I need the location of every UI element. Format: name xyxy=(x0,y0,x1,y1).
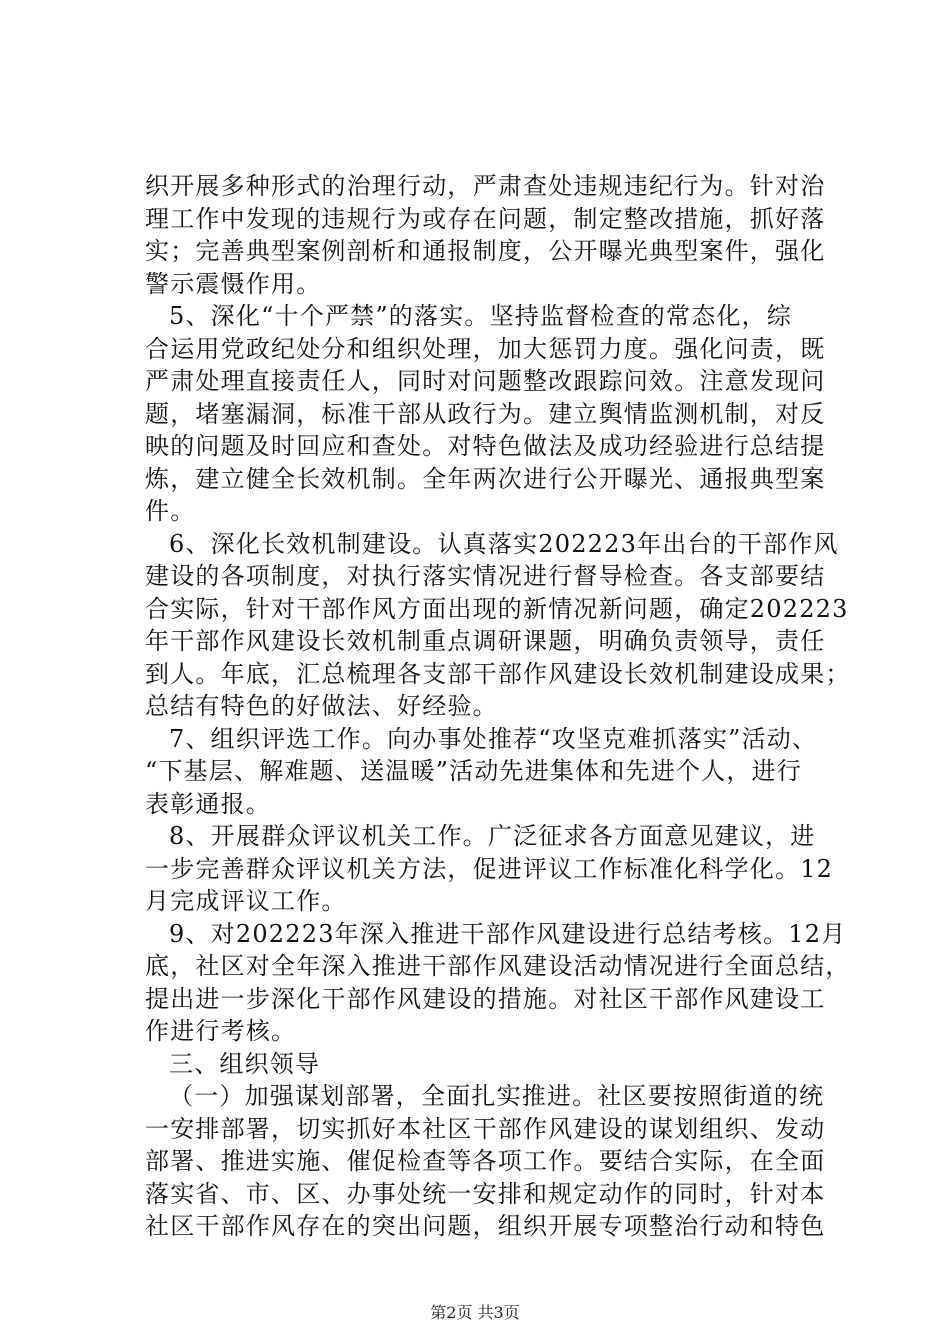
text-line: 映的问题及时回应和查处。对特色做法及成功经验进行总结提 xyxy=(145,432,826,460)
text-line: “下基层、解难题、送温暖”活动先进集体和先进个人，进行 xyxy=(145,757,802,785)
text-line: 作进行考核。 xyxy=(145,1017,297,1045)
paragraph-8-start: 8、开展群众评议机关工作。广泛征求各方面意见建议，进 xyxy=(169,822,816,850)
text-line: 一步完善群众评议机关方法，促进评议工作标准化科学化。12 xyxy=(145,854,834,883)
paragraph-7-start: 7、组织评选工作。向办事处推荐“攻坚克难抓落实”活动、 xyxy=(169,724,818,753)
text-line: 部署、推进实施、催促检查等各项工作。要结合实际，在全面 xyxy=(145,1147,826,1175)
page-footer: 第2页 共3页 xyxy=(430,1303,520,1322)
paragraph-5-start: 5、深化“十个严禁”的落实。坚持监督检查的常态化，综 xyxy=(169,302,793,330)
text-line: 建设的各项制度，对执行落实情况进行督导检查。各支部要结 xyxy=(145,562,826,590)
paragraph-6-start: 6、深化长效机制建设。认真落实202223年出台的干部作风 xyxy=(169,529,839,558)
text-line: 警示震慑作用。 xyxy=(145,269,322,298)
document-body xyxy=(145,170,851,1243)
text-line: 一安排部署，切实抓好本社区干部作风建设的谋划组织、发动 xyxy=(145,1114,826,1143)
text-line: 底，社区对全年深入推进干部作风建设活动情况进行全面总结， xyxy=(145,952,851,980)
text-line: 织开展多种形式的治理行动，严肃查处违规违纪行为。针对治 xyxy=(145,172,826,200)
text-line: 炼，建立健全长效机制。全年两次进行公开曝光、通报典型案 xyxy=(145,464,826,493)
text-line: 年干部作风建设长效机制重点调研课题，明确负责领导，责任 xyxy=(145,627,826,655)
text-line: 实；完善典型案例剖析和通报制度，公开曝光典型案件，强化 xyxy=(145,237,826,265)
text-line: 表彰通报。 xyxy=(145,789,271,818)
text-line: 合运用党政纪处分和组织处理，加大惩罚力度。强化问责，既 xyxy=(145,334,826,363)
text-line: 题，堵塞漏洞，标准干部从政行为。建立舆情监测机制，对反 xyxy=(145,399,826,428)
section-heading: 三、组织领导 xyxy=(169,1049,321,1078)
text-line: 合实际，针对干部作风方面出现的新情况新问题，确定202223 xyxy=(145,594,849,623)
text-line: 理工作中发现的违规行为或存在问题，制定整改措施，抓好落 xyxy=(145,204,826,233)
text-line: 提出进一步深化干部作风建设的措施。对社区干部作风建设工 xyxy=(145,984,826,1013)
text-line: 总结有特色的好做法、好经验。 xyxy=(145,692,498,720)
text-line: 严肃处理直接责任人，同时对问题整改跟踪问效。注意发现问 xyxy=(145,367,826,395)
text-line: 月完成评议工作。 xyxy=(145,887,347,915)
paragraph-9-start: 9、对202223年深入推进干部作风建设进行总结考核。12月 xyxy=(169,919,847,948)
text-line: 落实省、市、区、办事处统一安排和规定动作的同时，针对本 xyxy=(145,1179,826,1208)
text-line: 件。 xyxy=(145,497,196,525)
text-line: 社区干部作风存在的突出问题，组织开展专项整治行动和特色 xyxy=(145,1212,826,1240)
subsection-1-start: （一）加强谋划部署，全面扎实推进。社区要按照街道的统 xyxy=(169,1082,825,1110)
text-line: 到人。年底，汇总梳理各支部干部作风建设长效机制建设成果； xyxy=(145,659,851,688)
